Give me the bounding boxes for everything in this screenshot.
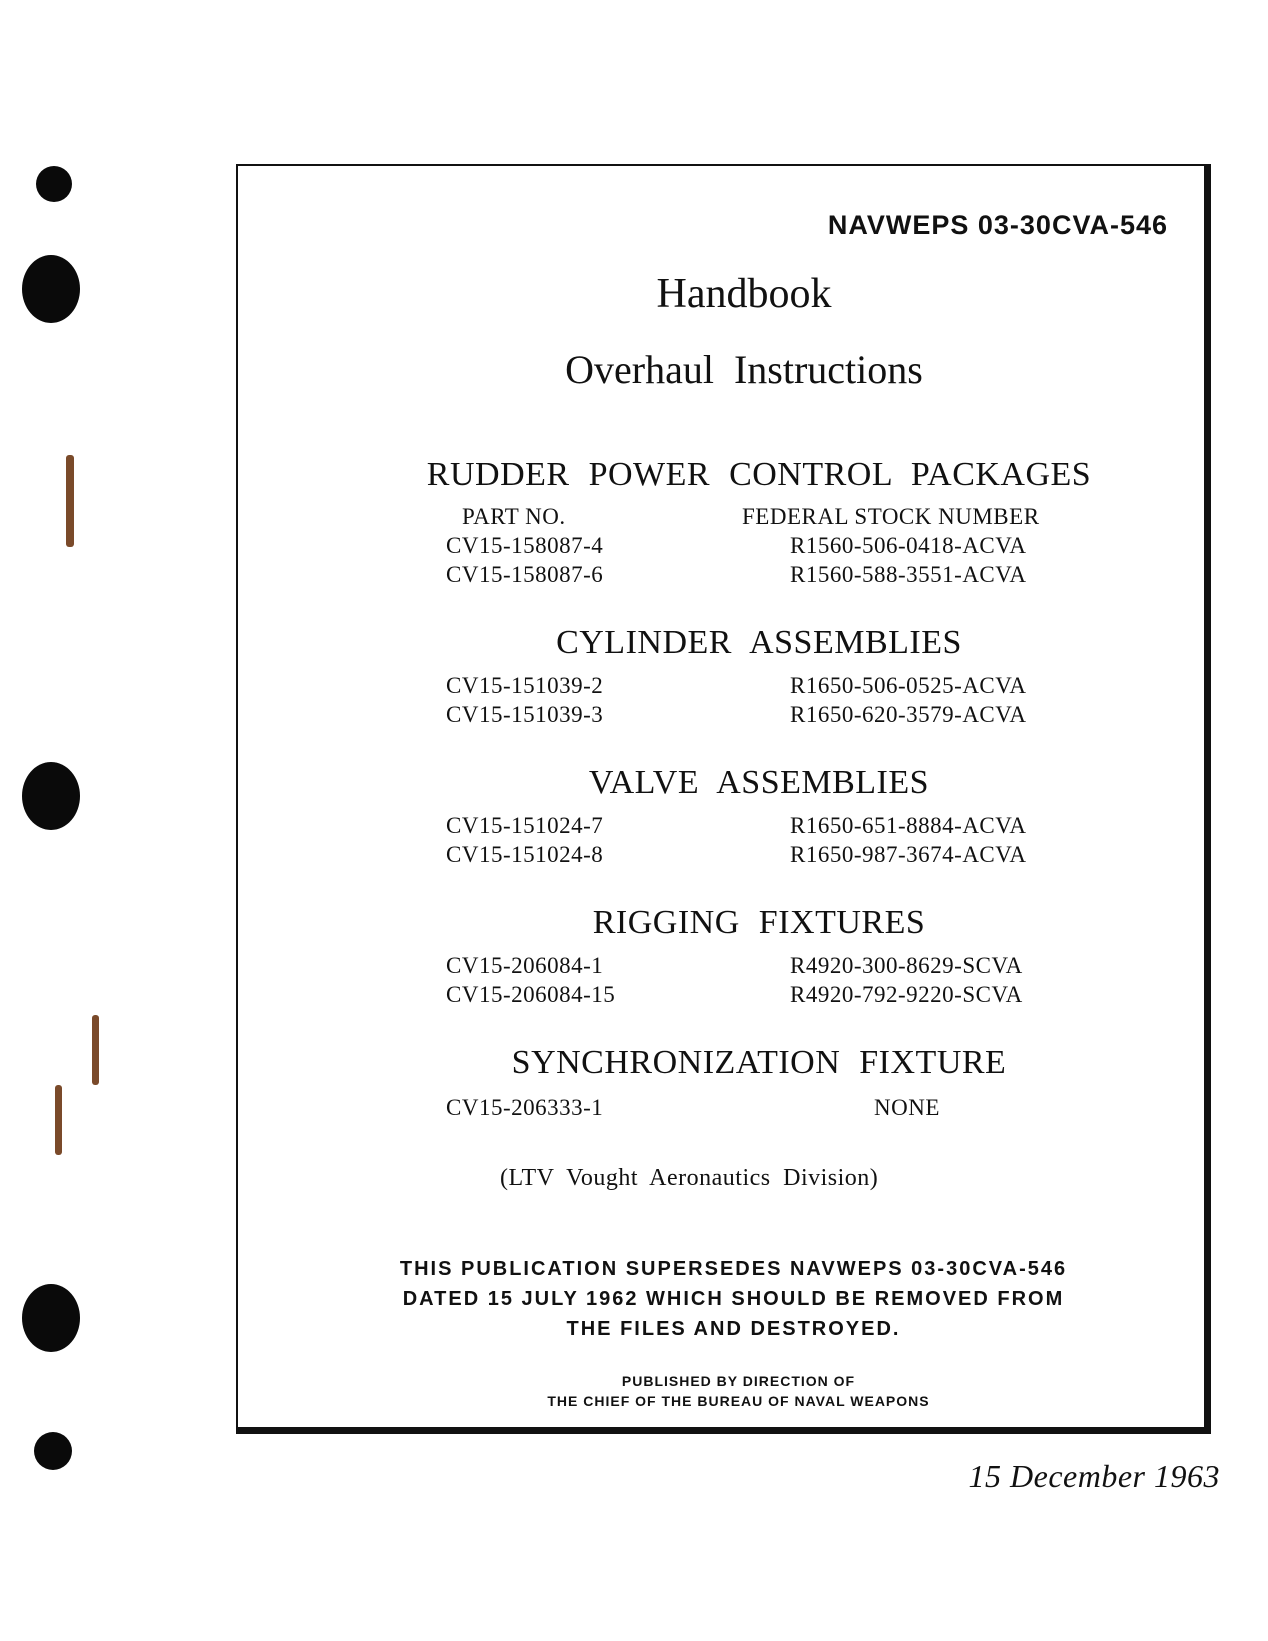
- column-header-stock: FEDERAL STOCK NUMBER: [742, 504, 1040, 529]
- binder-hole-4: [22, 1284, 80, 1352]
- stock-number: R4920-792-9220-SCVA: [790, 982, 1023, 1007]
- page-subtitle: Overhaul Instructions: [565, 347, 923, 392]
- stock-number: R1560-588-3551-ACVA: [790, 562, 1027, 587]
- binder-hole-1: [36, 166, 72, 202]
- part-number: CV15-151024-7: [446, 813, 604, 838]
- part-number: CV15-206084-1: [446, 953, 604, 978]
- supersedes-notice-line: THE FILES AND DESTROYED.: [566, 1318, 901, 1340]
- stock-number: NONE: [874, 1095, 940, 1120]
- section-heading-cylinder: CYLINDER ASSEMBLIES: [556, 624, 962, 661]
- staple-mark-bottom-2: [55, 1085, 62, 1155]
- section-heading-synchronization: SYNCHRONIZATION FIXTURE: [511, 1044, 1007, 1081]
- supersedes-notice-line: THIS PUBLICATION SUPERSEDES NAVWEPS 03-30CVA-546: [399, 1258, 1068, 1280]
- published-by-line: THE CHIEF OF THE BUREAU OF NAVAL WEAPONS: [547, 1393, 930, 1409]
- page-title: Handbook: [656, 271, 832, 317]
- part-number: CV15-206084-15: [446, 982, 616, 1007]
- part-number: CV15-158087-4: [446, 533, 604, 558]
- stock-number: R1560-506-0418-ACVA: [790, 533, 1027, 558]
- published-by-line: PUBLISHED BY DIRECTION OF: [621, 1373, 856, 1389]
- credit-line: (LTV Vought Aeronautics Division): [500, 1165, 879, 1191]
- part-number: CV15-158087-6: [446, 562, 604, 587]
- document-number: NAVWEPS 03-30CVA-546: [827, 210, 1168, 240]
- publication-date: 15 December 1963: [968, 1458, 1220, 1494]
- part-number: CV15-206333-1: [446, 1095, 604, 1120]
- part-number: CV15-151024-8: [446, 842, 604, 867]
- section-heading-valve: VALVE ASSEMBLIES: [588, 764, 930, 801]
- stock-number: R4920-300-8629-SCVA: [790, 953, 1023, 978]
- section-heading-rudder: RUDDER POWER CONTROL PACKAGES: [426, 456, 1092, 493]
- supersedes-notice-line: DATED 15 JULY 1962 WHICH SHOULD BE REMOVED FROM: [402, 1288, 1065, 1310]
- part-number: CV15-151039-2: [446, 673, 604, 698]
- stock-number: R1650-620-3579-ACVA: [790, 702, 1027, 727]
- stock-number: R1650-651-8884-ACVA: [790, 813, 1027, 838]
- section-heading-rigging: RIGGING FIXTURES: [592, 904, 926, 941]
- stock-number: R1650-506-0525-ACVA: [790, 673, 1027, 698]
- column-header-part: PART NO.: [462, 504, 566, 529]
- binder-hole-5: [34, 1432, 72, 1470]
- part-number: CV15-151039-3: [446, 702, 604, 727]
- stock-number: R1650-987-3674-ACVA: [790, 842, 1027, 867]
